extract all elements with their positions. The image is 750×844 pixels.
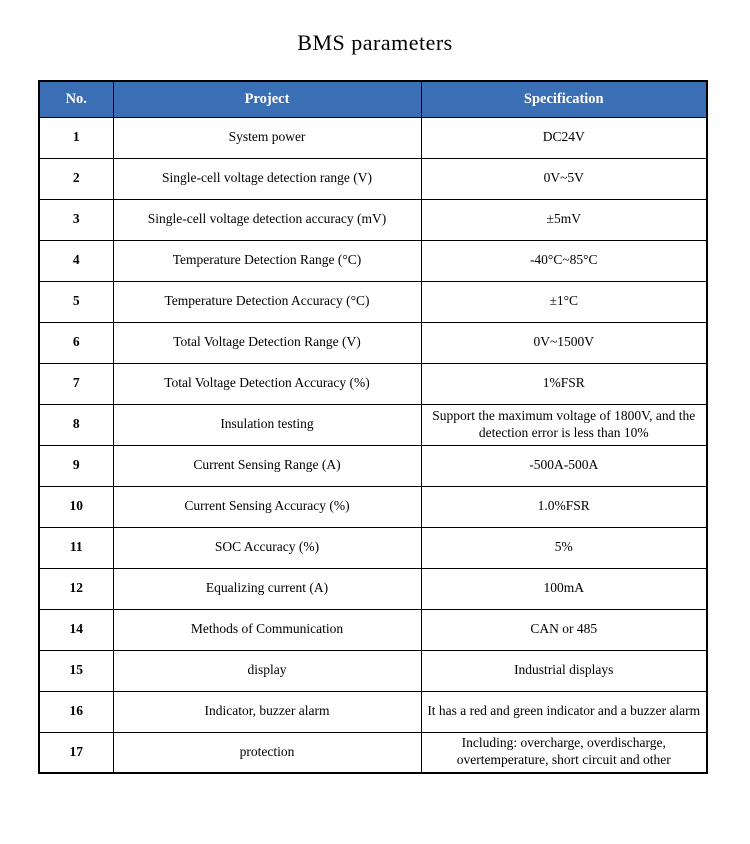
page-title: BMS parameters bbox=[297, 30, 453, 55]
cell-no: 15 bbox=[39, 650, 113, 691]
table-row bbox=[39, 527, 707, 568]
cell-specification: CAN or 485 bbox=[421, 609, 707, 650]
cell-specification: ±1°C bbox=[421, 281, 707, 322]
cell-specification: It has a red and green indicator and a buzzer alarm bbox=[421, 691, 707, 732]
cell-no: 1 bbox=[39, 117, 113, 158]
table-header-row bbox=[39, 81, 707, 117]
cell-specification: ±5mV bbox=[421, 199, 707, 240]
header-no: No. bbox=[39, 81, 113, 117]
cell-no: 8 bbox=[39, 404, 113, 445]
table-row bbox=[39, 650, 707, 691]
cell-specification: 0V~5V bbox=[421, 158, 707, 199]
cell-project: SOC Accuracy (%) bbox=[113, 527, 421, 568]
table-row bbox=[39, 117, 707, 158]
cell-specification: Including: overcharge, overdischarge, overtemperature, short circuit and other bbox=[421, 732, 707, 773]
cell-project: Total Voltage Detection Range (V) bbox=[113, 322, 421, 363]
cell-project: Single-cell voltage detection range (V) bbox=[113, 158, 421, 199]
cell-specification: 5% bbox=[421, 527, 707, 568]
cell-no: 2 bbox=[39, 158, 113, 199]
cell-project: Equalizing current (A) bbox=[113, 568, 421, 609]
cell-no: 4 bbox=[39, 240, 113, 281]
table-row bbox=[39, 158, 707, 199]
cell-no: 9 bbox=[39, 445, 113, 486]
bms-parameters-table bbox=[38, 80, 708, 774]
cell-no: 12 bbox=[39, 568, 113, 609]
cell-project: protection bbox=[113, 732, 421, 773]
table-row bbox=[39, 322, 707, 363]
cell-project: Insulation testing bbox=[113, 404, 421, 445]
cell-no: 10 bbox=[39, 486, 113, 527]
cell-project: Temperature Detection Accuracy (°C) bbox=[113, 281, 421, 322]
cell-no: 6 bbox=[39, 322, 113, 363]
header-specification: Specification bbox=[421, 81, 707, 117]
table-row bbox=[39, 609, 707, 650]
cell-specification: -500A-500A bbox=[421, 445, 707, 486]
cell-no: 11 bbox=[39, 527, 113, 568]
cell-specification: 1%FSR bbox=[421, 363, 707, 404]
cell-no: 16 bbox=[39, 691, 113, 732]
table-row bbox=[39, 732, 707, 773]
table-row bbox=[39, 486, 707, 527]
cell-project: display bbox=[113, 650, 421, 691]
cell-specification: DC24V bbox=[421, 117, 707, 158]
cell-no: 14 bbox=[39, 609, 113, 650]
cell-no: 7 bbox=[39, 363, 113, 404]
cell-project: Temperature Detection Range (°C) bbox=[113, 240, 421, 281]
cell-no: 3 bbox=[39, 199, 113, 240]
table-row bbox=[39, 404, 707, 445]
cell-no: 17 bbox=[39, 732, 113, 773]
table-row bbox=[39, 199, 707, 240]
table-row bbox=[39, 445, 707, 486]
cell-project: System power bbox=[113, 117, 421, 158]
cell-project: Indicator, buzzer alarm bbox=[113, 691, 421, 732]
cell-specification: Support the maximum voltage of 1800V, and the detection error is less than 10% bbox=[421, 404, 707, 445]
cell-project: Methods of Communication bbox=[113, 609, 421, 650]
table-row bbox=[39, 240, 707, 281]
table-row bbox=[39, 568, 707, 609]
cell-project: Current Sensing Range (A) bbox=[113, 445, 421, 486]
cell-specification: 100mA bbox=[421, 568, 707, 609]
table-row bbox=[39, 363, 707, 404]
table-row bbox=[39, 281, 707, 322]
cell-project: Total Voltage Detection Accuracy (%) bbox=[113, 363, 421, 404]
table-row bbox=[39, 691, 707, 732]
header-project: Project bbox=[113, 81, 421, 117]
cell-specification: Industrial displays bbox=[421, 650, 707, 691]
cell-no: 5 bbox=[39, 281, 113, 322]
cell-specification: 0V~1500V bbox=[421, 322, 707, 363]
cell-project: Single-cell voltage detection accuracy (mV) bbox=[113, 199, 421, 240]
cell-specification: -40°C~85°C bbox=[421, 240, 707, 281]
cell-project: Current Sensing Accuracy (%) bbox=[113, 486, 421, 527]
cell-specification: 1.0%FSR bbox=[421, 486, 707, 527]
